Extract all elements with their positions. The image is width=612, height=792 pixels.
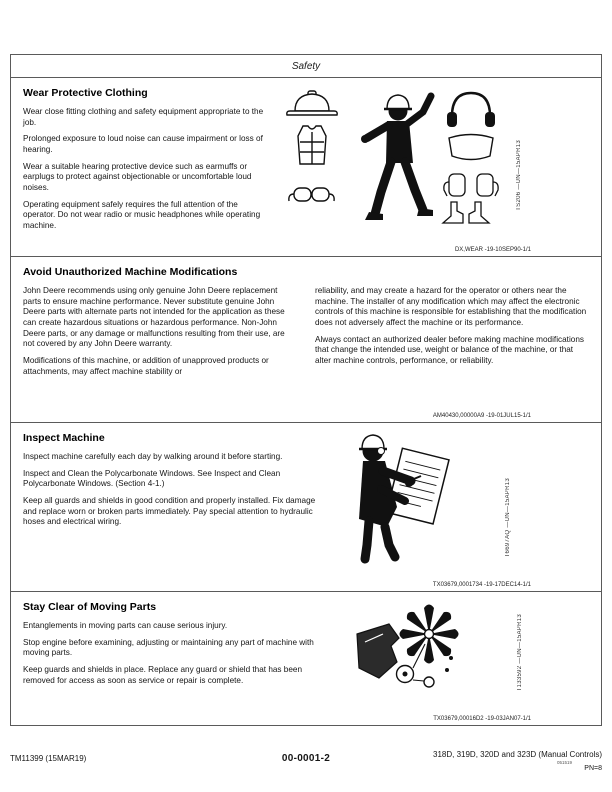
safety-vest-icon	[298, 126, 326, 164]
body-paragraph: Wear close fitting clothing and safety equipment appropriate to the job.	[23, 107, 264, 127]
body-paragraph: Keep all guards and shields in good condition and properly installed. Fix damage and replace worn or broken parts immediately. Pay special attention to hydraulic hoses and electrical wiring.	[23, 495, 316, 527]
body-paragraph: Wear a suitable hearing protective device such as earmuffs or earplugs to protect against objectionable or uncomfortable loud noises.	[23, 161, 252, 192]
fan-icon	[400, 605, 459, 664]
earmuffs-icon	[447, 93, 495, 127]
footer-pn-number: PN=8	[584, 765, 602, 772]
section-text-column	[23, 621, 319, 686]
worker-figure	[361, 95, 433, 220]
left-column	[23, 286, 297, 383]
clipboard-icon	[386, 448, 449, 524]
boots-icon	[443, 202, 489, 223]
footer-models: 318D, 319D, 320D and 323D (Manual Controls)	[433, 750, 602, 759]
two-column-text	[23, 286, 589, 383]
footer-page-code: 00-0001-2	[281, 753, 331, 764]
protective-clothing-figure	[283, 86, 501, 228]
gloves-icon	[444, 174, 498, 196]
section-wear-protective-clothing	[11, 78, 601, 257]
section-title: Avoid Unauthorized Machine Modifications	[23, 266, 238, 278]
inspector-figure	[329, 427, 464, 565]
page-header	[11, 55, 601, 78]
section-title: Stay Clear of Moving Parts	[23, 601, 157, 613]
section-avoid-modifications	[11, 257, 601, 423]
section-text-column	[23, 452, 319, 528]
section-stay-clear-moving-parts	[11, 592, 601, 726]
footer-print-code: 051519	[556, 759, 572, 765]
section-text-column	[23, 107, 269, 232]
body-paragraph: reliability, and may create a hazard for the operator or others near the machine. The installer of any modification which may affect the electronic controls of this machine is responsible for establishing that the modification does not adversely affect the machine or its performance.	[315, 286, 587, 327]
figure-id-code: TS206 —UN—15APR13	[516, 140, 522, 211]
body-paragraph: Stop engine before examining, adjusting or maintaining any part of machine with moving parts.	[23, 637, 314, 658]
goggles-icon	[289, 188, 334, 201]
body-paragraph: Inspect and Clean the Polycarbonate Windows. See Inspect and Clean Polycarbonate Windows. (Section 4-1.)	[23, 468, 281, 489]
engine-shroud	[357, 624, 399, 678]
footer-doc-code: TM11399 (15MAR19)	[10, 754, 87, 763]
body-paragraph: Entanglements in moving parts can cause serious injury.	[23, 621, 228, 630]
body-paragraph: Inspect machine carefully each day by walking around it before starting.	[23, 452, 283, 461]
body-paragraph: Operating equipment safely requires the full attention of the operator. Do not wear radio or music headphones while operating machine.	[23, 199, 261, 230]
body-paragraph: John Deere recommends using only genuine John Deere replacement parts to ensure machine performance. Never substitute genuine John Deere parts with alternate parts not intended for the application as these can create hazardous situations or hazardous performance. Non-John Deere parts, or any damage or malfunctions resulting from their use, are not covered by any John Deere warranty.	[23, 286, 285, 349]
moving-parts-figure	[353, 600, 461, 700]
body-paragraph: Keep guards and shields in place. Replace any guard or shield that has been removed for access as soon as service or repair is complete.	[23, 664, 303, 685]
section-ref-code: TX03679,0001734 -19-17DEC14-1/1	[432, 582, 531, 588]
section-ref-code: TX03679,00016D2 -19-03JAN07-1/1	[433, 716, 531, 722]
inspect-machine-illustration	[329, 427, 464, 565]
face-shield-icon	[449, 135, 493, 160]
section-title: Wear Protective Clothing	[23, 87, 148, 99]
hard-hat-icon	[287, 91, 337, 115]
page-footer	[10, 746, 602, 780]
page-title: Safety	[291, 60, 321, 72]
body-paragraph: Prolonged exposure to loud noise can cause impairment or loss of hearing.	[23, 134, 263, 154]
section-ref-code: DX,WEAR -19-10SEP90-1/1	[454, 247, 531, 253]
content-frame	[10, 54, 602, 726]
body-paragraph: Always contact an authorized dealer before making machine modifications that change the intended use, weight or balance of the machine, or that alter machine controls, performance, or reliability.	[315, 334, 584, 365]
figure-id-code: T6697AQ —UN—15APR13	[505, 478, 511, 558]
figure-id-code: T133592 —UN—15APR13	[517, 614, 523, 692]
section-inspect-machine	[11, 423, 601, 592]
body-paragraph: Modifications of this machine, or addition of unapproved products or attachments, may affect machine stability or	[23, 355, 269, 376]
moving-parts-illustration	[353, 600, 461, 700]
right-column	[315, 286, 589, 383]
section-ref-code: AM40430,00000A9 -19-01JUL15-1/1	[432, 413, 531, 419]
section-title: Inspect Machine	[23, 432, 105, 444]
protective-clothing-illustration	[283, 86, 501, 228]
